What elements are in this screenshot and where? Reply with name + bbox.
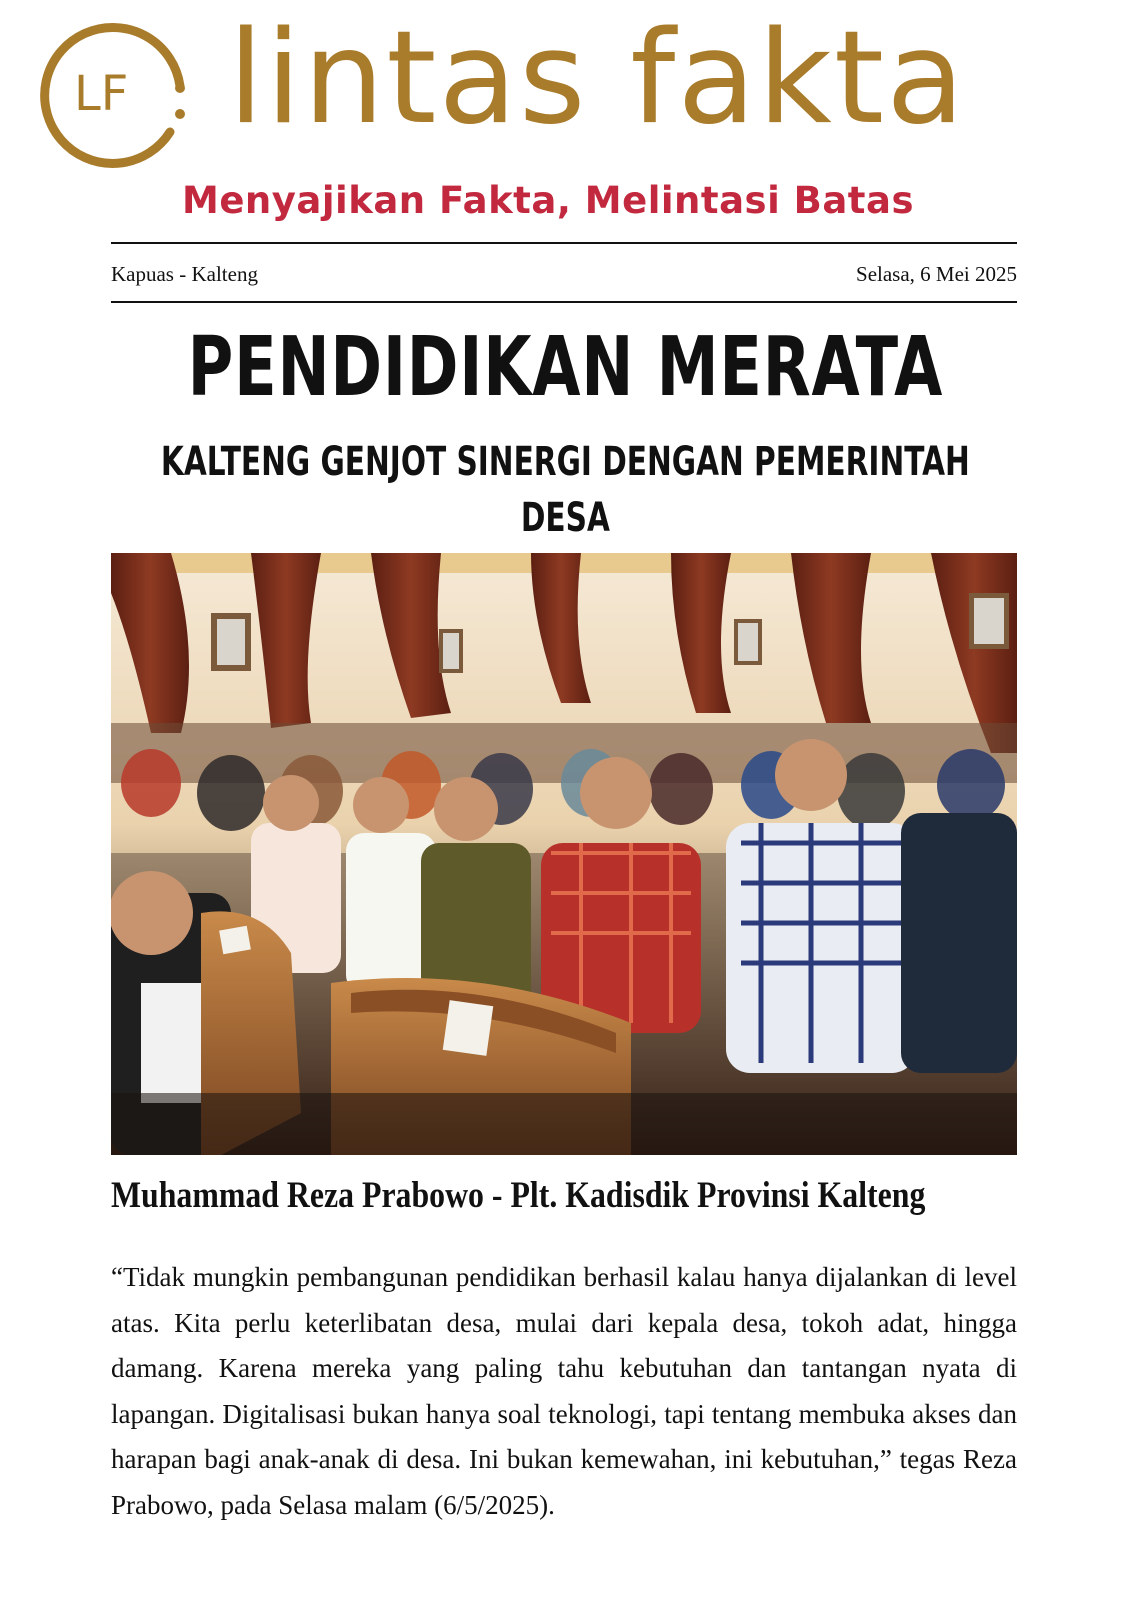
brand-name: lintas fakta [228, 4, 967, 153]
article-body: “Tidak mungkin pembangunan pendidikan berhasil kalau hanya dijalankan di level atas. Kita perlu keterlibatan desa, mulai dari kepala desa, tokoh adat, hingga damang. Karena mereka yang paling tahu kebutuhan dan tantangan nyata di lapangan. Digitalisasi bukan hanya soal teknologi, tapi tentang membuka akses dan harapan bagi anak-anak di desa. Ini bukan kemewahan, ini kebutuhan,” tegas Reza Prabowo, pada Selasa malam (6/5/2025). [111, 1262, 1017, 1520]
logo-initials: LF [74, 66, 129, 122]
subheadline: KALTENG GENJOT SINERGI DENGAN PEMERINTAH DESA [160, 439, 970, 541]
event-photo [111, 553, 1017, 1155]
headline: PENDIDIKAN MERATA [187, 320, 944, 415]
top-divider [111, 242, 1017, 244]
tagline: Menyajikan Fakta, Melintasi Batas [182, 179, 914, 222]
masthead [0, 0, 1131, 235]
bottom-divider [111, 301, 1017, 303]
photo-caption: Muhammad Reza Prabowo - Plt. Kadisdik Provinsi Kalteng [111, 1175, 926, 1216]
dateline-location: Kapuas - Kalteng [111, 262, 258, 286]
lintas-fakta-logo [32, 14, 192, 174]
event-photo-illustration [111, 553, 1017, 1155]
dateline-date: Selasa, 6 Mei 2025 [856, 262, 1017, 286]
dateline [111, 257, 1017, 291]
